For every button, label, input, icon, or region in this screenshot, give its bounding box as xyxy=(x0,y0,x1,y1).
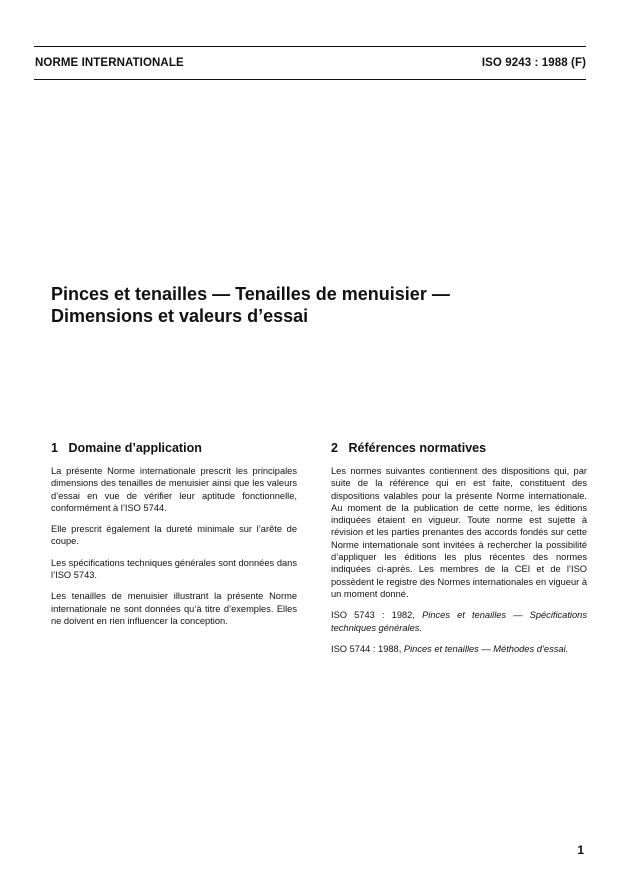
page-number: 1 xyxy=(577,843,584,857)
section-number: 2 xyxy=(331,441,338,455)
paragraph: Elle prescrit également la dureté minimale sur l’arête de coupe. xyxy=(51,524,297,547)
section-title: Domaine d’application xyxy=(68,441,202,455)
reference-code: ISO 5743 : 1982, xyxy=(331,610,423,621)
reference-title: Pinces et tenailles — Méthodes d’essai. xyxy=(403,643,569,654)
reference-title: Pinces et tenailles — Spécifications techniques générales. xyxy=(331,610,587,633)
section-heading xyxy=(51,441,297,455)
header-top-rule xyxy=(34,46,586,47)
title-line-1: Pinces et tenailles — Tenailles de menuisier — xyxy=(51,284,450,304)
reference-code: ISO 5744 : 1988, xyxy=(331,643,404,654)
document-title xyxy=(51,283,571,327)
document-type-label: NORME INTERNATIONALE xyxy=(35,57,184,69)
section-number: 1 xyxy=(51,441,58,455)
title-line-2: Dimensions et valeurs d’essai xyxy=(51,306,309,326)
header-bottom-rule xyxy=(34,79,586,80)
paragraph: Les normes suivantes contiennent des dispositions qui, par suite de la référence qui en est faite, constituent des dispositions valables pour la présente Norme internationale. Au moment de la publication de cette norme, les éditions indiquées étaient en vigueur. Toute norme est sujette à révision et les parties prenantes des accords fondés sur cette Norme internationale sont invitées à rechercher la possibilité d’appliquer les éditions les plus récentes des normes indiquées ci-après. Les membres de la CEI et de l’ISO possèdent le registre des Normes internationales en vigueur à un moment donné. xyxy=(331,466,587,599)
paragraph: Les tenailles de menuisier illustrant la présente Norme internationale ne sont données qu’à titre d’exemples. Elles ne doivent en rien influencer la conception. xyxy=(51,591,297,626)
section-heading xyxy=(331,441,587,455)
section-title: Références normatives xyxy=(348,441,487,455)
paragraph: La présente Norme internationale prescrit les principales dimensions des tenailles de menuisier ainsi que les valeurs d’essai en vue de vérifier leur aptitude fonctionnelle, conformément à l’ISO 5744. xyxy=(51,466,297,513)
paragraph: Les spécifications techniques générales sont données dans l’ISO 5743. xyxy=(51,557,297,581)
section-normative-references xyxy=(331,441,587,664)
standard-reference: ISO 9243 : 1988 (F) xyxy=(481,57,586,69)
reference-item xyxy=(331,643,587,655)
reference-item xyxy=(331,609,587,634)
section-scope xyxy=(51,441,297,636)
